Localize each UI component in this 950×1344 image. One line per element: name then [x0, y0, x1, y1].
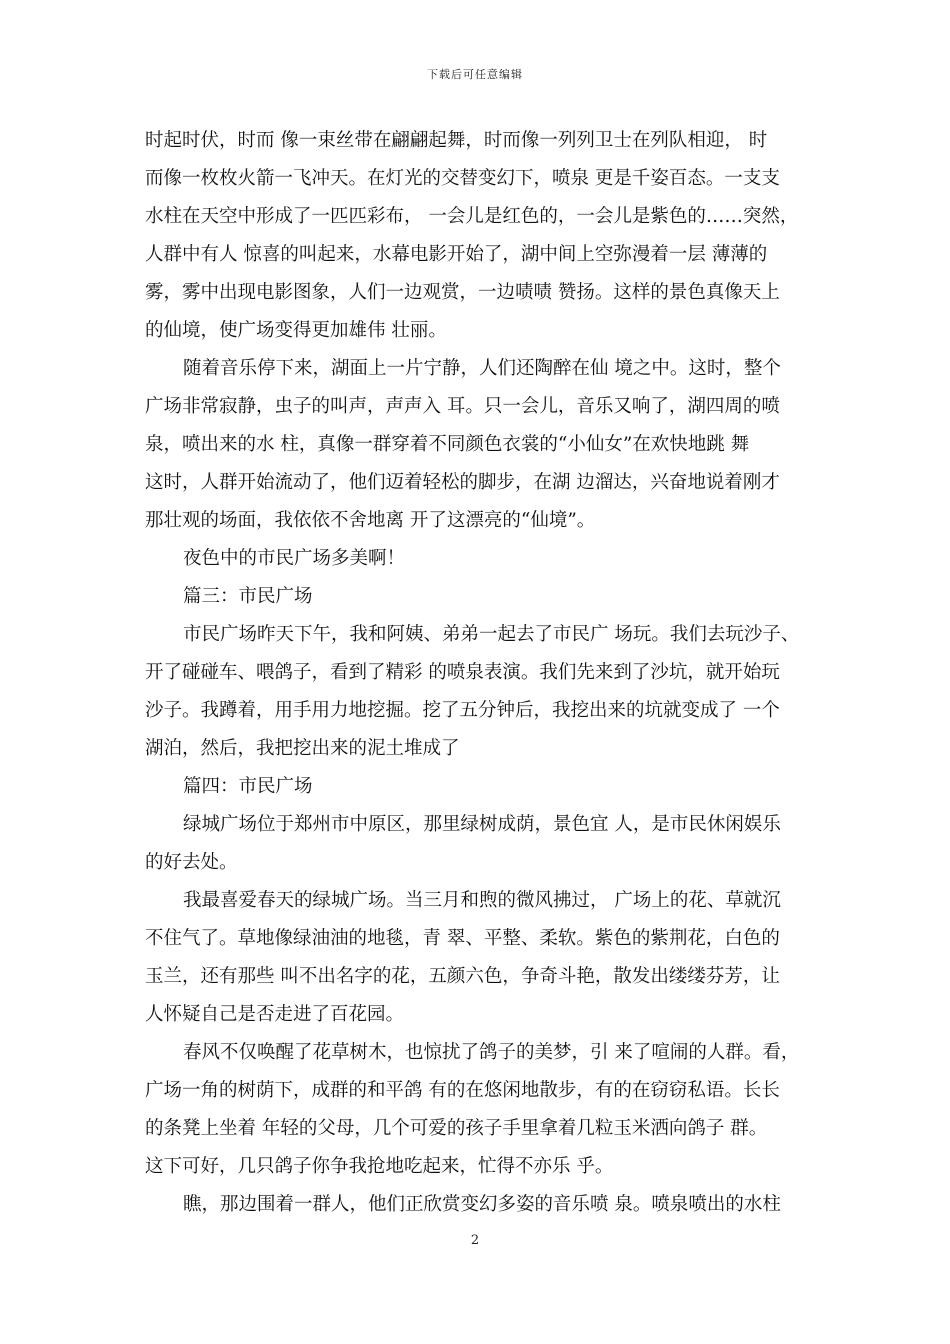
text-line: 人怀疑自己是否走进了百花园。	[145, 1004, 405, 1025]
text-line: 夜色中的市民广场多美啊！	[183, 548, 406, 569]
text-line: 广场非常寂静，虫子的叫声，声声入 耳。只一会儿，音乐又响了，湖四周的喷	[145, 396, 780, 417]
text-line: 泉，喷出来的水 柱，真像一群穿着不同颜色衣裳的“小仙女”在欢快地跳 舞	[145, 434, 750, 455]
text-line: 这时，人群开始流动了，他们迈着轻松的脚步，在湖 边溜达，兴奋地说着刚才	[145, 472, 780, 493]
text-line: 开了碰碰车、喂鸽子，看到了精彩 的喷泉表演。我们先来到了沙坑，就开始玩	[145, 662, 780, 683]
text-line: 广场一角的树荫下，成群的和平鸽 有的在悠闲地散步，有的在窃窃私语。长长	[145, 1080, 780, 1101]
text-line: 的仙境，使广场变得更加雄伟 壮丽。	[145, 320, 447, 341]
text-line: 不住气了。草地像绿油油的地毯，青 翠、平整、柔软。紫色的紫荆花，白色的	[145, 928, 780, 949]
text-line: 那壮观的场面，我依依不舍地离 开了这漂亮的“仙境”。	[145, 510, 596, 531]
section-heading: 篇四：市民广场	[183, 776, 313, 797]
text-line: 绿城广场位于郑州市中原区，那里绿树成荫，景色宜 人，是市民休闲娱乐	[183, 814, 781, 835]
text-line: 这下可好，几只鸽子你争我抢地吃起来，忙得不亦乐 乎。	[145, 1156, 614, 1177]
page-number: 2	[470, 1233, 480, 1248]
text-line: 春风不仅唤醒了花草树木，也惊扰了鸽子的美梦，引 来了喧闹的人群。看，	[183, 1042, 800, 1063]
text-line: 沙子。我蹲着，用手用力地挖掘。挖了五分钟后，我挖出来的坑就变成了 一个	[145, 700, 780, 721]
text-line: 湖泊，然后，我把挖出来的泥土堆成了	[145, 738, 460, 759]
document-body	[145, 122, 815, 1224]
text-line: 的条凳上坐着 年轻的父母，几个可爱的孩子手里拿着几粒玉米洒向鸽子 群。	[145, 1118, 768, 1139]
text-line: 雾，雾中出现电影图象，人们一边观赏，一边啧啧 赞扬。这样的景色真像天上	[145, 282, 780, 303]
text-line: 我最喜爱春天的绿城广场。当三月和煦的微风拂过， 广场上的花、草就沉	[183, 890, 781, 911]
text-line: 而像一枚枚火箭一飞冲天。在灯光的交替变幻下，喷泉 更是千姿百态。一支支	[145, 168, 780, 189]
text-line: 水柱在天空中形成了一匹匹彩布， 一会儿是红色的，一会儿是紫色的……突然，	[145, 206, 799, 227]
text-line: 市民广场昨天下午，我和阿姨、弟弟一起去了市民广 场玩。我们去玩沙子、	[183, 624, 800, 645]
text-line: 人群中有人 惊喜的叫起来，水幕电影开始了，湖中间上空弥漫着一层 薄薄的	[145, 244, 768, 265]
text-line: 玉兰，还有那些 叫不出名字的花，五颜六色，争奇斗艳，散发出缕缕芬芳，让	[145, 966, 780, 987]
page-header: 下载后可任意编辑	[427, 68, 523, 81]
text-line: 瞧，那边围着一群人，他们正欣赏变幻多姿的音乐喷 泉。喷泉喷出的水柱	[183, 1194, 781, 1215]
text-line: 的好去处。	[145, 852, 238, 873]
text-line: 随着音乐停下来，湖面上一片宁静，人们还陶醉在仙 境之中。这时，整个	[183, 358, 781, 379]
section-heading: 篇三：市民广场	[183, 586, 313, 607]
text-line: 时起时伏，时而 像一束丝带在翩翩起舞，时而像一列列卫士在列队相迎， 时	[145, 130, 768, 151]
